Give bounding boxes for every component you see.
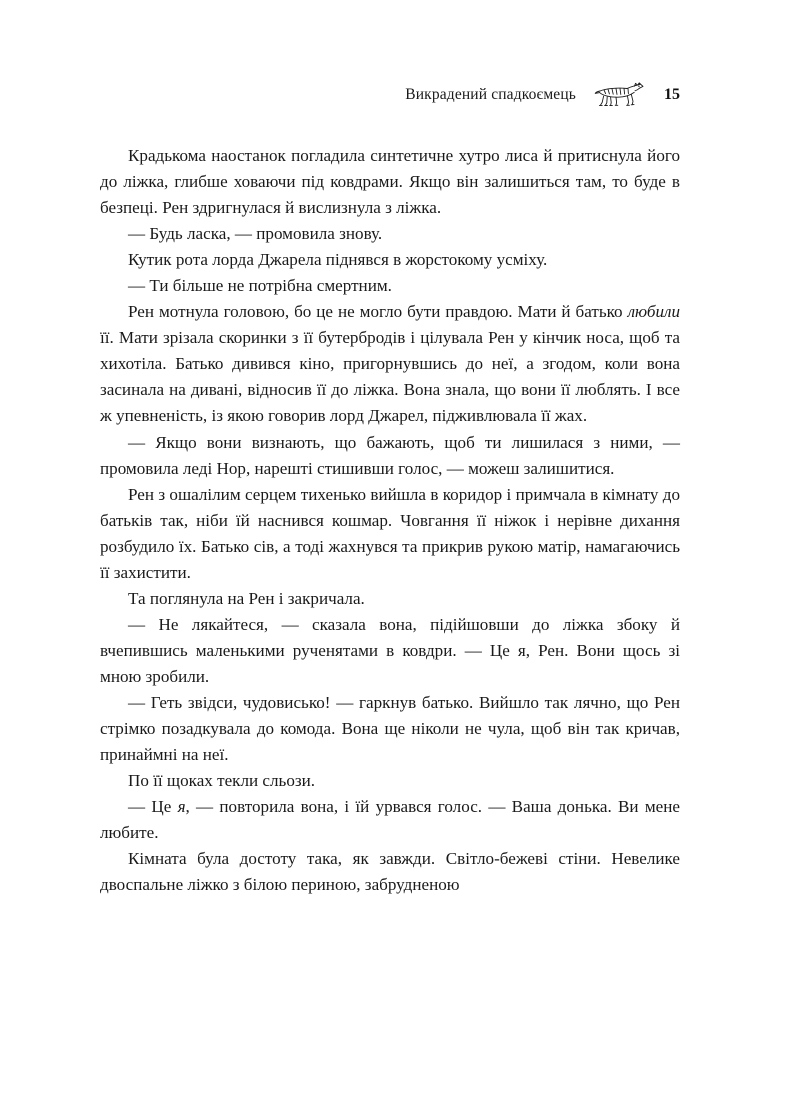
paragraph: — Будь ласка, — промовила знову. — [128, 224, 383, 244]
paragraph: — Якщо вони визнають, що бажають, щоб ти лишилася з ними, — промовила леді Нор, нарешті стишивши голос, — можеш залишитися. — [100, 432, 680, 478]
emphasised-word: я — [177, 797, 186, 817]
running-head-title: Викрадений спадкоємець — [405, 86, 576, 104]
paragraph: Кутик рота лорда Джарела піднявся в жорстокому усміху. — [128, 250, 548, 270]
paragraph: По її щоках текли сльози. — [128, 771, 316, 791]
page-body-text — [100, 143, 680, 898]
paragraph-text-after: її. Мати зрізала скоринки з її бутербродів і цілувала Рен у кінчик носа, щоб та хихотіла. Батько дивився кіно, пригорнувшись до неї, а згодом, коли вона засинала на дивані, відносив її до ліжка. Вона знала, що вони її люблять. І все ж упевненість, із якою говорив лорд Джарел, підживлювала її жах. — [100, 328, 680, 426]
running-head — [100, 82, 680, 108]
paragraph: — Геть звідси, чудовисько! — гаркнув батько. Вийшло так лячно, що Рен стрімко позадкувала до комода. Вона ще ніколи не чула, щоб він так кричав, принаймні на неї. — [100, 692, 680, 765]
paragraph: Крадькома наостанок погладила синтетичне хутро лиса й притиснула його до ліжка, глибше ховаючи під ковдрами. Якщо він залишиться там, то буде в безпеці. Рен здригнулася й вислизнула з ліжка. — [100, 146, 680, 218]
paragraph: — Не лякайтеся, — сказала вона, підійшовши до ліжка збоку й вчепившись маленькими рученятами в ковдри. — Це я, Рен. Вони щось зі мною зробили. — [100, 614, 680, 686]
page-number: 15 — [664, 86, 680, 103]
emphasised-word: любили — [627, 302, 680, 322]
wolf-sketch-ornament — [592, 82, 648, 108]
paragraph-text-before: Рен мотнула головою, бо це не могло бути правдою. Мати й батько — [128, 302, 628, 322]
paragraph: Рен з ошалілим серцем тихенько вийшла в коридор і примчала в кімнату до батьків так, ніби їй наснився кошмар. Човгання її ніжок і нерівне дихання розбудило їх. Батько сів, а тоді жахнувся та прикрив рукою матір, намагаючись її захистити. — [100, 484, 680, 582]
paragraph — [100, 794, 680, 846]
paragraph-text-before: — Це — [128, 797, 178, 817]
paragraph: Та поглянула на Рен і закричала. — [128, 588, 365, 608]
paragraph: Кімната була достоту така, як завжди. Світло-бежеві стіни. Невелике двоспальне ліжко з білою периною, забрудненою — [100, 849, 680, 895]
paragraph — [100, 299, 680, 429]
paragraph-text-after: , — повторила вона, і їй урвався голос. — Ваша донька. Ви мене любите. — [100, 797, 680, 843]
paragraph: — Ти більше не потрібна смертним. — [128, 276, 392, 296]
